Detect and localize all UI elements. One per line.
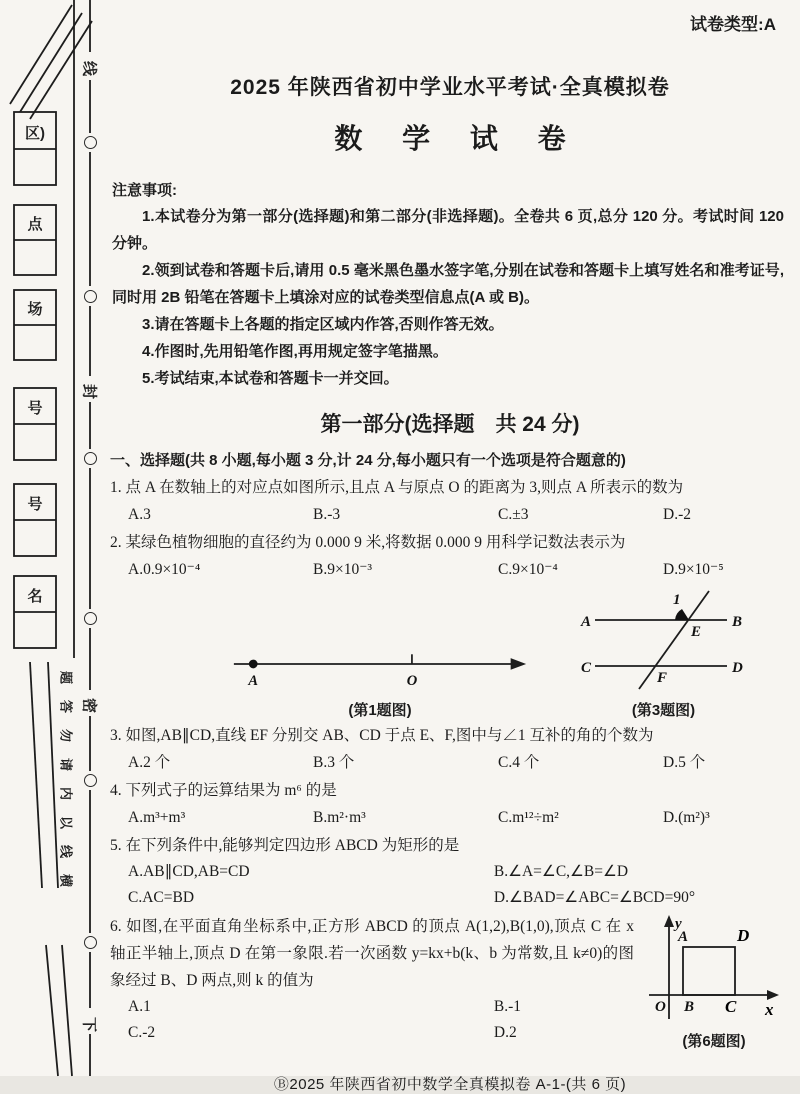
option-b: B.-3 xyxy=(313,506,341,523)
option-a: A.2 个 xyxy=(128,754,171,771)
option-d: D.-2 xyxy=(663,506,691,523)
notice-item-5: 5.考试结束,本试卷和答题卡一并交回。 xyxy=(142,370,399,387)
figures-row xyxy=(110,588,790,720)
seal-circle-mark xyxy=(84,612,97,625)
question-1-stem: 1. 点 A 在数轴上的对应点如图所示,且点 A 与原点 O 的距离为 3,则点 A 所表示的数为 xyxy=(110,479,684,496)
question-5-options-row-1 xyxy=(110,859,790,885)
origin-label: O xyxy=(655,999,666,1015)
notice-item-1: 1.本试卷分为第一部分(选择题)和第二部分(非选择题)。全卷共 6 页,总分 120 分。考试时间 120 分钟。 xyxy=(112,208,784,252)
exam-title: 2025 年陕西省初中学业水平考试·全真模拟卷 xyxy=(230,76,670,99)
field-box-label: 号 xyxy=(27,496,43,513)
paper-type-label: 试卷类型:A xyxy=(690,15,776,34)
point-a-label: A xyxy=(248,673,259,690)
seal-circle-mark xyxy=(84,290,97,303)
option-b: B.∠A=∠C,∠B=∠D xyxy=(493,863,629,880)
vertex-c-label: C xyxy=(725,997,737,1016)
seal-margin xyxy=(0,0,110,1076)
option-b: B.3 个 xyxy=(313,754,355,771)
figure-coordinate-square xyxy=(640,915,788,1051)
option-d: D.2 xyxy=(493,1024,517,1041)
seal-line-char: 线 xyxy=(80,60,98,76)
label-b: B xyxy=(731,614,742,630)
notice-section xyxy=(110,179,790,392)
option-c: C.m¹²÷m² xyxy=(498,809,559,826)
option-a: A.0.9×10⁻⁴ xyxy=(128,561,201,578)
margin-note-char: 答 xyxy=(58,699,74,713)
vertex-a-label: A xyxy=(678,929,689,945)
origin-label: O xyxy=(406,673,418,690)
question-2-stem: 2. 某绿色植物细胞的直径约为 0.000 9 米,将数据 0.000 9 用科学记数法表示为 xyxy=(110,534,626,551)
notice-item-4: 4.作图时,先用铅笔作图,再用规定签字笔描黑。 xyxy=(142,343,448,360)
question-6-stem: 6. 如图,在平面直角坐标系中,正方形 ABCD 的顶点 A(1,2),B(1,0),顶点 C 在 x 轴正半轴上,顶点 D 在第一象限.若一次函数 y=kx+b(k、b 为常数,且 k≠0)的图象经过 B、D 两点,则 k 的值为 xyxy=(110,918,634,989)
part1-intro: 一、选择题(共 8 小题,每小题 3 分,计 24 分,每小题只有一个选项是符合题意的) xyxy=(110,452,626,469)
field-box-label: 名 xyxy=(27,588,43,605)
option-a: A.1 xyxy=(128,998,151,1015)
seal-circle-mark xyxy=(84,774,97,787)
seal-circle-mark xyxy=(84,136,97,149)
seal-circle-mark xyxy=(84,936,97,949)
figure-1-caption: (第1题图) xyxy=(348,702,412,719)
label-a: A xyxy=(580,614,591,630)
y-axis-label: y xyxy=(675,916,682,932)
figure-3-caption: (第3题图) xyxy=(631,702,696,719)
option-d: D.5 个 xyxy=(663,754,706,771)
part1-heading: 第一部分(选择题 共 24 分) xyxy=(320,413,580,436)
option-c: C.±3 xyxy=(498,506,529,523)
notice-item-2: 2.领到试卷和答题卡后,请用 0.5 毫米黑色墨水签字笔,分别在试卷和答题卡上填写姓名和准考证号,同时用 2B 铅笔在答题卡上填涂对应的试卷类型信息点(A 或 B)。 xyxy=(112,262,784,306)
question-4-options xyxy=(110,804,790,832)
notice-item-3: 3.请在答题卡上各题的指定区域内作答,否则作答无效。 xyxy=(142,316,504,333)
label-c: C xyxy=(580,660,591,676)
seal-margin-lines xyxy=(0,0,110,1076)
option-d: D.9×10⁻⁵ xyxy=(663,561,724,578)
margin-note-char: 内 xyxy=(58,786,74,800)
question-3-stem: 3. 如图,AB∥CD,直线 EF 分别交 AB、CD 于点 E、F,图中与∠1 互补的角的个数为 xyxy=(110,727,654,744)
option-b: B.-1 xyxy=(493,998,521,1015)
option-a: A.3 xyxy=(128,506,151,523)
option-c: C.-2 xyxy=(128,1024,156,1041)
figure-parallel-lines xyxy=(576,588,751,720)
option-c: C.9×10⁻⁴ xyxy=(498,561,558,578)
margin-note-char: 横 xyxy=(58,873,74,887)
exam-content xyxy=(110,0,790,1094)
question-6 xyxy=(110,913,790,1051)
vertex-d-label: D xyxy=(737,926,750,945)
question-5-options-row-2 xyxy=(110,885,790,911)
page-footer: Ⓑ2025 年陕西省初中数学全真模拟卷 A-1-(共 6 页) xyxy=(273,1076,627,1093)
seal-line-char: 封 xyxy=(80,383,98,399)
field-box-label: 点 xyxy=(27,216,43,233)
seal-circle-mark xyxy=(84,452,97,465)
field-box-label: 场 xyxy=(27,301,43,318)
label-f: F xyxy=(656,670,667,686)
label-e: E xyxy=(690,624,701,640)
subject-title: 数 学 试 卷 xyxy=(334,123,582,154)
margin-note-char: 线 xyxy=(58,844,74,858)
label-d: D xyxy=(731,660,743,676)
seal-line-char: 下 xyxy=(80,1016,98,1032)
angle-1-label: 1 xyxy=(672,592,680,608)
option-b: B.9×10⁻³ xyxy=(313,561,373,578)
option-a: A.AB∥CD,AB=CD xyxy=(128,863,250,880)
vertex-b-label: B xyxy=(684,999,695,1015)
question-2-options xyxy=(110,556,790,584)
figure-6-caption: (第6题图) xyxy=(682,1033,746,1050)
figure-number-line xyxy=(220,634,540,720)
option-a: A.m³+m³ xyxy=(128,809,186,826)
option-d: D.∠BAD=∠ABC=∠BCD=90° xyxy=(493,889,696,906)
seal-line-char: 密 xyxy=(80,697,98,713)
option-d: D.(m²)³ xyxy=(663,809,710,826)
option-b: B.m²·m³ xyxy=(313,809,366,826)
question-3-options xyxy=(110,749,790,777)
margin-note-char: 以 xyxy=(58,815,74,829)
field-box-label: 号 xyxy=(27,400,43,417)
x-axis-label: x xyxy=(765,1000,774,1019)
question-1-options xyxy=(110,501,790,529)
number-line-figure xyxy=(230,634,530,692)
notice-heading: 注意事项: xyxy=(112,182,177,199)
coordinate-figure xyxy=(645,915,783,1023)
option-c: C.AC=BD xyxy=(128,889,195,906)
margin-note-char: 请 xyxy=(58,757,74,771)
question-4-stem: 4. 下列式子的运算结果为 m⁶ 的是 xyxy=(110,782,337,799)
margin-note-char: 题 xyxy=(58,670,74,684)
field-box-label: 区) xyxy=(25,125,45,142)
parallel-lines-figure xyxy=(579,588,749,692)
question-5-stem: 5. 在下列条件中,能够判定四边形 ABCD 为矩形的是 xyxy=(110,837,460,854)
margin-note-char: 勿 xyxy=(58,728,74,742)
option-c: C.4 个 xyxy=(498,754,540,771)
